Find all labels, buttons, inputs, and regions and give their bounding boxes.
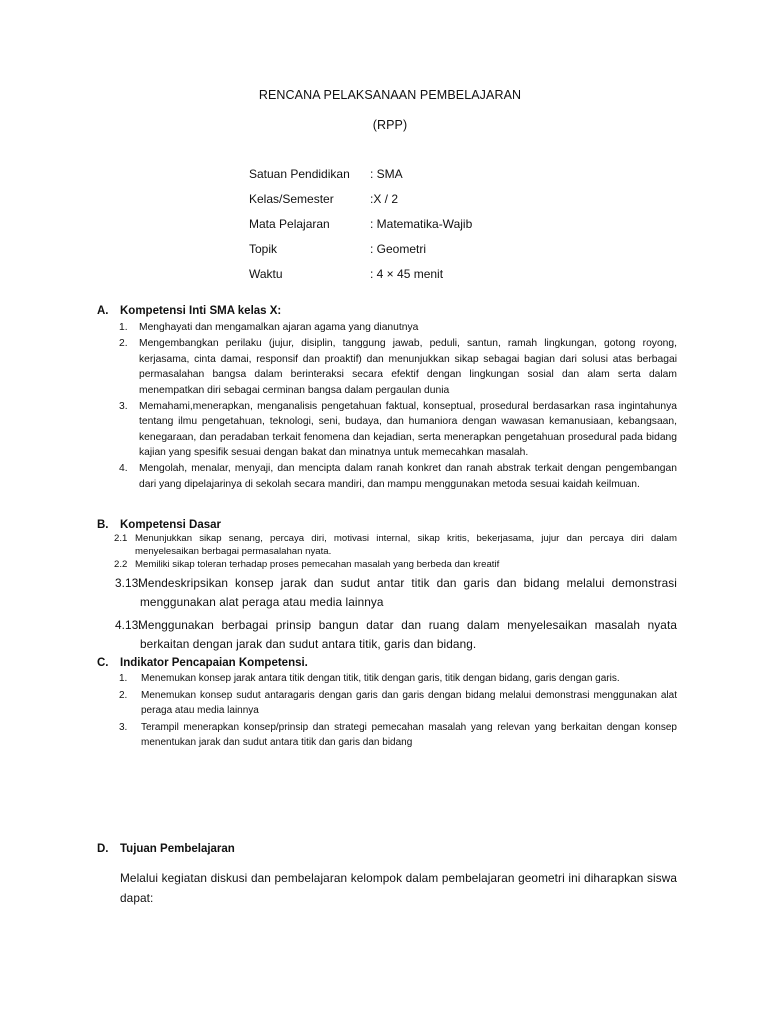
item-text: Menghayati dan mengamalkan ajaran agama yang dianutnya xyxy=(139,322,419,333)
list-item xyxy=(114,533,677,558)
section-learning-objectives xyxy=(97,842,677,908)
section-core-competence xyxy=(97,304,677,493)
identity-table xyxy=(249,166,472,291)
section-title: Kompetensi Inti SMA kelas X: xyxy=(120,305,282,317)
item-text: Mengembangkan perilaku (jujur, disiplin, tanggung jawab, peduli, santun, ramah lingkungan, gotong royong, kerjasama, cinta damai, responsif dan proaktif) dan menunjukkan sikap sebagai bagian dari solusi atas berbagai permasalahan bangsa dalam berinteraksi secara efektif dengan lingkungan sosial dan alam serta dalam menempatkan diri sebagai cerminan bangsa dalam pergaulan dunia xyxy=(139,338,677,396)
list-item xyxy=(119,320,677,336)
list-item xyxy=(115,574,677,613)
identity-row-school xyxy=(249,166,472,191)
identity-label: Kelas/Semester xyxy=(249,192,334,206)
item-text: Memiliki sikap toleran terhadap proses pemecahan masalah yang berbeda dan kreatif xyxy=(135,559,500,570)
identity-row-time xyxy=(249,266,472,291)
item-text: Memahami,menerapkan, menganalisis pengetahuan faktual, konseptual, prosedural berdasarkan rasa ingintahunya tentang ilmu pengetahuan, teknologi, seni, budaya, dan humaniora dengan wawasan kemanusiaan, kebangsaan, kenegaraan, dan peradaban terkait fenomena dan kejadian, serta menerapkan pengetahuan prosedural pada bidang kajian yang spesifik sesuai dengan bakat dan minatnya untuk memecahkan masalah. xyxy=(139,400,677,458)
identity-row-topic xyxy=(249,241,472,266)
section-heading xyxy=(97,518,677,533)
item-text: Terampil menerapkan konsep/prinsip dan strategi pemecahan masalah yang relevan yang berkaitan dengan konsep menentukan jarak dan sudut antara titik dan garis dan bidang xyxy=(141,721,677,748)
list-item xyxy=(119,671,677,687)
item-number: 3. xyxy=(119,721,128,733)
item-number: 4. xyxy=(119,463,128,474)
item-text: Menemukan konsep sudut antaragaris dengan garis dan garis dengan bidang melalui demonstrasi menggunakan alat peraga atau media lainnya xyxy=(141,689,677,716)
item-text: Menunjukkan sikap senang, percaya diri, motivasi internal, sikap kritis, bekerjasama, jujur dan percaya diri dalam menyelesaikan berbagai permasalahan nyata. xyxy=(135,533,677,557)
section-title: Tujuan Pembelajaran xyxy=(120,843,235,855)
item-number: 4.13. xyxy=(115,617,142,632)
identity-label: Satuan Pendidikan xyxy=(249,167,350,181)
list-item xyxy=(119,336,677,398)
identity-row-subject xyxy=(249,216,472,241)
objectives-paragraph: Melalui kegiatan diskusi dan pembelajaran kelompok dalam pembelajaran geometri ini diharapkan siswa dapat: xyxy=(120,871,677,905)
section-basic-competence xyxy=(97,518,677,655)
item-number: 2.2 xyxy=(114,559,128,570)
section-heading xyxy=(97,304,677,319)
identity-value: : SMA xyxy=(370,167,403,181)
document-subtitle: (RPP) xyxy=(372,118,408,132)
item-text: Mengolah, menalar, menyaji, dan mencipta dalam ranah konkret dan ranah abstrak terkait dengan pengembangan dari yang dipelajarinya di sekolah secara mandiri, dan mampu menggunakan metoda sesuai kaidah keilmuan. xyxy=(139,463,677,490)
list-item xyxy=(119,461,677,492)
list-item xyxy=(115,616,677,655)
identity-value: : Geometri xyxy=(370,242,427,256)
identity-label: Topik xyxy=(249,242,278,256)
item-number: 3.13. xyxy=(115,575,142,590)
section-letter: D. xyxy=(97,843,109,855)
item-text: Mendeskripsikan konsep jarak dan sudut antar titik dan garis dan bidang melalui demonstrasi menggunakan alat peraga atau media lainnya xyxy=(138,575,677,609)
item-number: 2.1 xyxy=(114,533,128,544)
identity-row-class xyxy=(249,191,472,216)
list-item xyxy=(114,559,677,572)
item-text: Menggunakan berbagai prinsip bangun datar dan ruang dalam menyelesaikan masalah nyata berkaitan dengan jarak dan sudut antara titik, garis dan bidang. xyxy=(138,617,677,651)
identity-value: : 4 × 45 menit xyxy=(370,267,444,281)
section-letter: B. xyxy=(97,519,109,531)
item-number: 1. xyxy=(119,322,128,333)
identity-value: :X / 2 xyxy=(370,192,399,206)
knowledge-competence-list xyxy=(97,574,677,655)
identity-value: : Matematika-Wajib xyxy=(370,217,473,231)
item-number: 3. xyxy=(119,400,128,412)
section-title: Indikator Pencapaian Kompetensi. xyxy=(120,657,308,669)
identity-label: Waktu xyxy=(249,267,283,281)
list-item xyxy=(119,688,677,719)
item-number: 2. xyxy=(119,689,128,701)
section-indicators xyxy=(97,656,677,751)
list-item xyxy=(119,399,677,461)
item-number: 1. xyxy=(119,673,128,684)
core-competence-list xyxy=(97,320,677,492)
section-letter: A. xyxy=(97,305,109,317)
document-title: RENCANA PELAKSANAAN PEMBELAJARAN xyxy=(258,88,522,102)
item-text: Menemukan konsep jarak antara titik dengan titik, titik dengan garis, titik dengan bidang, garis dengan garis. xyxy=(141,673,620,684)
section-letter: C. xyxy=(97,657,109,669)
item-number: 2. xyxy=(119,338,128,349)
section-title: Kompetensi Dasar xyxy=(120,519,221,531)
section-heading xyxy=(97,842,677,857)
section-heading xyxy=(97,656,677,671)
list-item xyxy=(119,720,677,751)
attitude-competence-list xyxy=(97,533,677,572)
identity-label: Mata Pelajaran xyxy=(249,217,330,231)
indicator-list xyxy=(97,671,677,751)
